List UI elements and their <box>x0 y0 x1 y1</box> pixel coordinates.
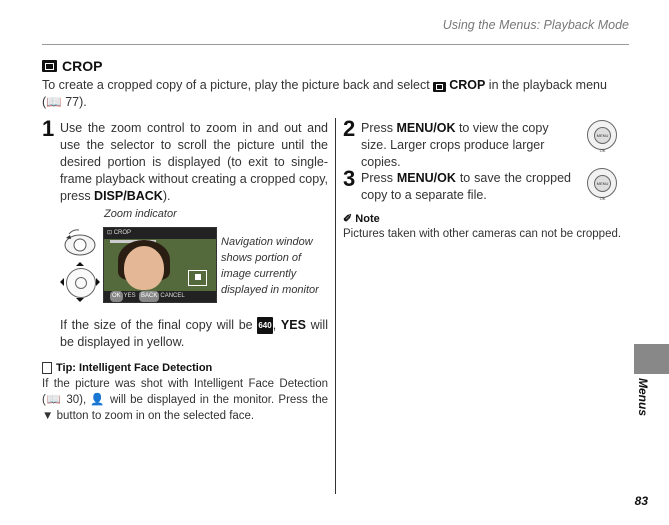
crop-icon <box>42 60 57 72</box>
screen-bottom-bar <box>104 291 216 302</box>
arrow-down-icon <box>76 298 84 306</box>
arrow-up-icon <box>76 258 84 266</box>
yes-label: YES <box>280 318 306 332</box>
note-icon: ✐ <box>343 213 353 225</box>
navigation-window-note: Navigation window shows portion of image currently displayed in monitor <box>221 236 319 296</box>
intro-crop-label: CROP <box>449 78 486 92</box>
side-tab-label: Menus <box>636 378 650 417</box>
column-divider <box>335 118 336 494</box>
intro-text: To create a cropped copy of a picture, play the picture back and select <box>42 78 434 92</box>
ok-pill: OK <box>110 291 123 302</box>
tip-title-text: Tip: Intelligent Face Detection <box>56 362 213 374</box>
final-size-text <box>60 317 328 351</box>
step-3-number: 3 <box>343 166 356 191</box>
step-2-text <box>361 120 567 171</box>
tip-text: If the picture was shot with Intelligent Face Detection (📖 30), 👤 will be displayed in the monitor. Press the ▼ button to zoom in on the selected face. <box>42 378 328 422</box>
final-text-mid: , <box>272 318 281 332</box>
screen-yes-label: YES <box>123 293 136 299</box>
size-640-badge: 640 <box>257 317 272 334</box>
step-3-text-after: to save the cropped copy to a separate file. <box>361 171 571 202</box>
header-rule <box>42 44 629 45</box>
zoom-control-icon <box>63 228 97 256</box>
subject-face <box>124 246 164 290</box>
tip-icon <box>42 362 52 374</box>
page-number: 83 <box>634 494 648 508</box>
menu-ok-button-icon-2: MENU OK <box>587 168 617 198</box>
step-1-number: 1 <box>42 116 55 141</box>
side-tab <box>634 344 669 374</box>
step-2-number: 2 <box>343 116 356 141</box>
step-3-text-before: Press <box>361 171 397 185</box>
final-text-before: If the size of the final copy will be <box>60 318 258 332</box>
section-title-text: CROP <box>62 58 103 74</box>
step-1-text-end: ). <box>162 189 171 203</box>
section-header: Using the Menus: Playback Mode <box>442 18 629 32</box>
navigation-window <box>188 270 207 286</box>
disp-back-label: DISP/BACK <box>94 189 163 203</box>
note-title-text: Note <box>355 213 380 225</box>
intro-text-after: in the playback menu <box>485 78 607 92</box>
arrow-left-icon <box>56 278 64 286</box>
menu-ok-button-icon: MENU OK <box>587 120 617 150</box>
screen-top-bar: ⊡ CROP <box>104 228 216 239</box>
zoom-indicator-label: Zoom indicator <box>104 208 177 220</box>
step-1-text-body: Use the zoom control to zoom in and out and use the selector to scroll the picture until the desired portion is displayed (to exit to single-frame playback without creating a cropped copy, press <box>60 121 328 203</box>
screen-cancel-label: CANCEL <box>160 293 185 299</box>
section-title <box>42 58 102 74</box>
note-title <box>343 212 380 225</box>
back-pill: BACK <box>139 291 159 302</box>
step-2-text-before: Press <box>361 121 397 135</box>
step-1-text <box>60 120 328 205</box>
crop-icon <box>433 82 446 92</box>
note-text: Pictures taken with other cameras can not be cropped. <box>343 228 622 240</box>
intro-paragraph <box>42 77 632 111</box>
menu-ok-label: MENU/OK <box>396 121 456 135</box>
selector-icon <box>66 268 96 298</box>
step-3-text <box>361 170 571 204</box>
screen-crop-label: CROP <box>113 230 132 236</box>
final-text-after: will be displayed in yellow. <box>60 318 328 349</box>
camera-screen <box>103 227 217 303</box>
step-2-text-after: to view the copy size. Larger crops produce larger copies. <box>361 121 549 169</box>
tip-title <box>42 362 212 374</box>
intro-page-ref: (📖 77). <box>42 95 87 109</box>
menu-ok-label-2: MENU/OK <box>396 171 456 185</box>
